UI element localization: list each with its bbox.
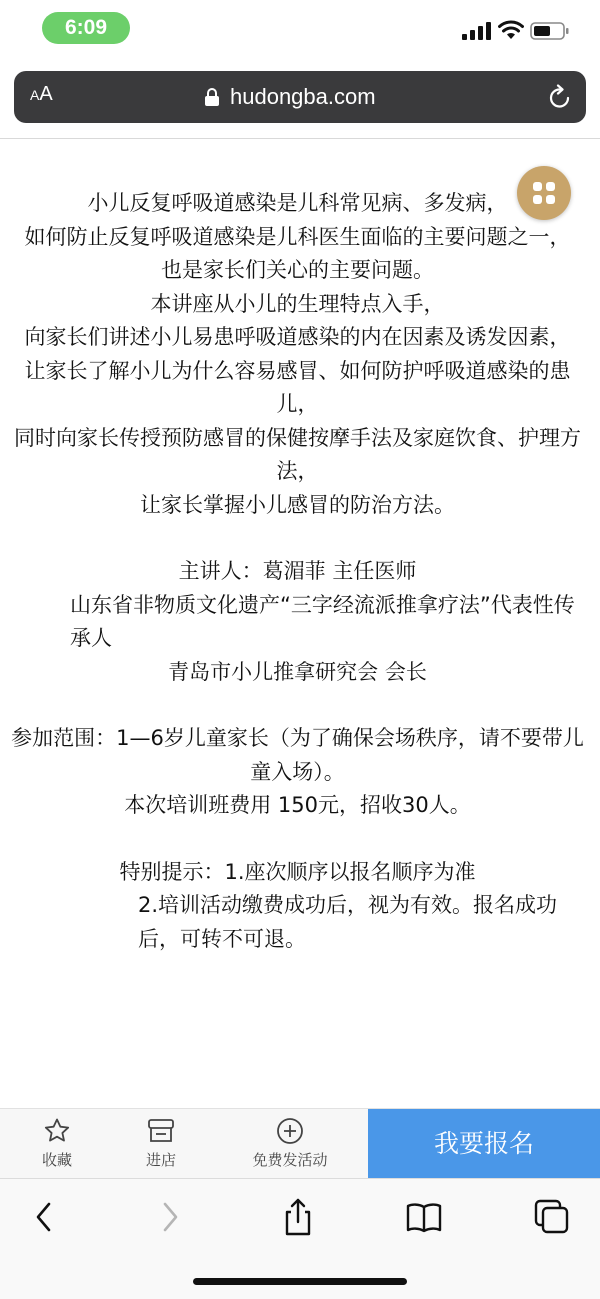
intro-line: 同时向家长传授预防感冒的保健按摩手法及家庭饮食、护理方法， — [14, 425, 581, 483]
tabs-icon[interactable] — [532, 1197, 572, 1237]
intro-line: 小儿反复呼吸道感染是儿科常见病、多发病， — [87, 191, 508, 215]
battery-icon — [530, 21, 570, 41]
aa-large-label: A — [39, 83, 53, 105]
reader-text-size-button[interactable] — [30, 83, 53, 106]
fee-line: 本次培训班费用 150元，招收30人。 — [124, 793, 471, 817]
scope-line: 参加范围：1—6岁儿童家长（为了确保会场秩序，请不要带儿童入场）。 — [11, 726, 584, 784]
favorite-label: 收藏 — [41, 1151, 72, 1169]
intro-line: 也是家长们关心的主要问题。 — [161, 258, 434, 282]
status-time: 6:09 — [42, 12, 130, 44]
share-icon[interactable] — [278, 1197, 318, 1237]
address-bar[interactable] — [14, 71, 586, 123]
shop-icon — [146, 1117, 176, 1145]
speaker-org-line: 青岛市小儿推拿研究会 会长 — [168, 659, 427, 684]
intro-line: 让家长掌握小儿感冒的防治方法。 — [140, 492, 455, 517]
intro-line: 让家长了解小儿为什么容易感冒、如何防护呼吸道感染的患儿， — [24, 358, 571, 416]
header-divider — [0, 138, 600, 139]
event-description — [10, 187, 585, 956]
url-text: hudongba.com — [230, 84, 376, 109]
shop-label: 进店 — [145, 1151, 176, 1169]
bottom-action-bar — [0, 1108, 600, 1179]
publish-label: 免费发活动 — [252, 1151, 328, 1169]
favorite-button[interactable] — [32, 1117, 82, 1170]
lock-icon — [204, 88, 220, 106]
chevron-left-icon[interactable] — [24, 1197, 64, 1237]
status-bar — [0, 0, 600, 58]
cellular-signal-icon — [462, 22, 492, 40]
speaker-title-line: 山东省非物质文化遗产“三字经流派推拿疗法”代表性传承人 — [70, 592, 575, 650]
publish-event-button[interactable] — [240, 1117, 340, 1170]
chevron-right-icon[interactable] — [150, 1197, 190, 1237]
notice-line: 特别提示：1.座次顺序以报名顺序为准 — [119, 859, 476, 884]
intro-line: 本讲座从小儿的生理特点入手， — [150, 291, 445, 316]
notice-line: 2.培训活动缴费成功后，视为有效。报名成功后，可转不可退。 — [138, 893, 558, 951]
reload-icon[interactable] — [548, 84, 572, 110]
aa-small-label: A — [30, 87, 40, 103]
intro-line: 向家长们讲述小儿易患呼吸道感染的内在因素及诱发因素， — [24, 325, 571, 349]
plus-circle-icon — [276, 1117, 304, 1145]
home-indicator — [193, 1278, 407, 1285]
speaker-line: 主讲人：葛湄菲 主任医师 — [178, 559, 417, 583]
signup-button[interactable]: 我要报名 — [368, 1109, 600, 1179]
url-display[interactable] — [204, 82, 376, 112]
intro-line: 如何防止反复呼吸道感染是儿科医生面临的主要问题之一， — [24, 224, 571, 249]
wifi-icon — [498, 20, 524, 40]
shop-button[interactable] — [136, 1117, 186, 1170]
book-icon[interactable] — [404, 1197, 444, 1237]
star-icon — [43, 1117, 71, 1145]
